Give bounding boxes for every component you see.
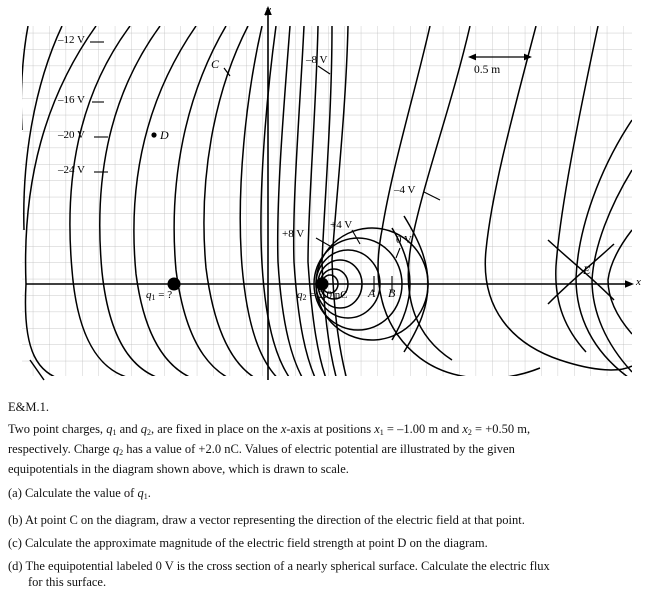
point-label-d: D — [160, 128, 169, 142]
q2-subscript: 2 — [302, 293, 307, 302]
equipotential-label-zero: 0 V — [396, 234, 412, 246]
problem-text — [0, 392, 656, 597]
problem-item-d — [8, 558, 648, 590]
item-b-text: At point C on the diagram, draw a vector representing the direction of the electric field at that point. — [22, 513, 525, 527]
intro-q2-sub: 2 — [147, 428, 151, 437]
intro-part-6: = +0.50 m, — [471, 422, 531, 436]
item-b-label: (b) — [8, 513, 23, 527]
equipotential-label-minus20: –20 V — [58, 129, 85, 141]
intro-part-2: and — [116, 422, 141, 436]
item-a-label: (a) — [8, 486, 22, 500]
point-label-a: A — [368, 286, 376, 300]
equipotential-label-plus4: +4 V — [330, 219, 353, 231]
x-axis-label: x — [636, 276, 641, 288]
q2-rest: = 2.0 nC — [306, 289, 348, 301]
q1-rest: = ? — [155, 289, 173, 301]
intro-q1: q — [106, 422, 113, 436]
item-d-text-2: for this surface. — [28, 575, 107, 589]
equipotential-label-plus8: +8 V — [282, 228, 305, 240]
intro-part-4: -axis at positions — [286, 422, 375, 436]
intro-line2-q2: q — [112, 442, 120, 456]
intro-line3: equipotentials in the diagram shown above, which is drawn to scale. — [8, 462, 349, 476]
intro-x-axis: x — [280, 422, 287, 436]
q2-symbol: q — [297, 289, 303, 301]
equipotential-label-minus4: –4 V — [394, 184, 416, 196]
item-a-text-2: . — [147, 486, 151, 500]
equipotential-label-minus12: –12 V — [58, 34, 85, 46]
item-d-label: (d) — [8, 559, 23, 573]
charge-q1-label — [146, 289, 172, 302]
point-label-c: C — [211, 57, 220, 71]
problem-item-c — [8, 535, 648, 551]
charge-q2-label — [297, 289, 348, 302]
item-c-text: Calculate the approximate magnitude of the electric field strength at point D on the diagram. — [21, 536, 488, 550]
y-axis-label: y — [266, 4, 271, 16]
q1-subscript: 1 — [151, 293, 156, 302]
item-a-q1: q — [137, 486, 144, 500]
intro-x1: x — [374, 422, 380, 436]
item-a-text-1: Calculate the value of — [21, 486, 138, 500]
problem-item-b — [8, 512, 648, 528]
item-d-text-1: The equipotential labeled 0 V is the cross section of a nearly spherical surface. Calculate the electric flux — [22, 559, 550, 573]
intro-part-1: Two point charges, — [8, 422, 107, 436]
intro-line2-q2-sub: 2 — [119, 448, 124, 457]
intro-part-3: , are fixed in place on the — [151, 422, 281, 436]
equipotential-label-minus24: –24 V — [58, 164, 85, 176]
point-label-b: B — [388, 286, 396, 300]
problem-heading: E&M.1. — [8, 400, 49, 414]
intro-line2-a: respectively. Charge — [8, 442, 113, 456]
point-d-dot — [151, 132, 156, 137]
problem-intro — [8, 421, 648, 477]
intro-x1-sub: 1 — [379, 428, 384, 437]
q1-symbol: q — [146, 289, 152, 301]
intro-part-5: = –1.00 m and — [383, 422, 463, 436]
equipotential-label-minus16: –16 V — [58, 94, 85, 106]
intro-x2-sub: 2 — [467, 428, 472, 437]
intro-line2-b: has a value of +2.0 nC. Values of electric potential are illustrated by the given — [123, 442, 515, 456]
intro-x2: x — [462, 422, 468, 436]
problem-item-a — [8, 485, 648, 505]
intro-q1-sub: 1 — [112, 428, 117, 437]
intro-q2: q — [140, 422, 147, 436]
scale-bar-label: 0.5 m — [474, 64, 501, 76]
item-a-q1-sub: 1 — [143, 492, 148, 501]
item-c-label: (c) — [8, 536, 22, 550]
equipotential-label-minus8: –8 V — [306, 54, 328, 66]
point-label-e: E — [583, 263, 591, 277]
